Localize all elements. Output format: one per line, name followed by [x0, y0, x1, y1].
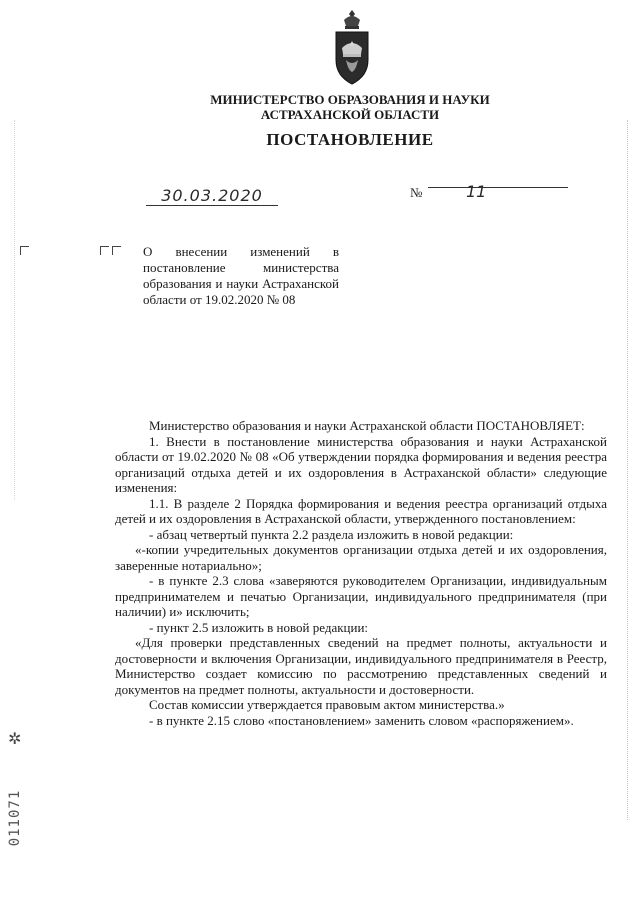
ministry-name-line1: МИНИСТЕРСТВО ОБРАЗОВАНИЯ И НАУКИ	[210, 92, 490, 107]
margin-serial-number-text: 011071	[7, 789, 23, 847]
body-paragraph: - абзац четвертый пункта 2.2 раздела изложить в новой редакции:	[149, 526, 514, 542]
decree-body	[115, 418, 607, 728]
body-paragraph: - в пункте 2.15 слово «постановлением» заменить словом «распоряжением».	[149, 712, 574, 728]
decree-number-label: №	[410, 185, 423, 200]
decree-date-field: 30.03.2020	[146, 187, 278, 206]
body-paragraph: «Для проверки представленных сведений на предмет полноты, актуальности и достоверности и включения Организации, индивидуального предпринимателя в Реестр, Министерство создает комиссию по рассмотрению представленных сведений и документов на предмет полноты, актуальности и достоверности.	[115, 635, 607, 697]
margin-mark: ✲	[8, 731, 22, 748]
body-paragraph: 1.1. В разделе 2 Порядка формирования и ведения реестра организаций отдыха детей и их оздоровления в Астраханской области, утвержденного постановлением:	[115, 495, 607, 526]
body-paragraph: «-копии учредительных документов организации отдыха детей и их оздоровления, заверенные нотариально»;	[115, 542, 607, 573]
body-paragraph: Министерство образования и науки Астраханской области ПОСТАНОВЛЯЕТ:	[149, 418, 585, 433]
scan-edge-dots	[627, 120, 629, 820]
body-paragraph: Состав комиссии утверждается правовым актом министерства.»	[149, 697, 505, 712]
subject-bracket-corner-b	[112, 246, 121, 255]
subject-bracket-corner-a	[100, 246, 109, 255]
body-paragraph: - в пункте 2.3 слова «заверяются руководителем Организации, индивидуальным предпринимателем и печатью Организации, индивидуального предпринимателя (при наличии) и» исключить;	[115, 573, 607, 619]
ministry-name-line2: АСТРАХАНСКОЙ ОБЛАСТИ	[260, 107, 440, 122]
ministry-name	[180, 92, 520, 122]
coat-of-arms-emblem	[330, 8, 374, 88]
margin-serial-number	[4, 780, 24, 852]
left-bracket-corner	[20, 246, 29, 255]
document-type-title: ПОСТАНОВЛЕНИЕ	[266, 130, 434, 149]
decree-subject: О внесении изменений в постановление министерства образования и науки Астраханской области от 19.02.2020 № 08	[143, 244, 339, 307]
decree-number-value: 11	[466, 182, 487, 201]
decree-number-field	[428, 182, 568, 201]
body-paragraph: - пункт 2.5 изложить в новой редакции:	[149, 619, 369, 635]
body-paragraph: 1. Внести в постановление министерства образования и науки Астраханской области от 19.02.2020 № 08 «Об утверждении порядка формирования и ведения реестра организаций отдыха детей и их оздоровления в Астраханской области» следующие изменения:	[115, 433, 607, 495]
scan-edge-dots-left	[14, 120, 16, 500]
